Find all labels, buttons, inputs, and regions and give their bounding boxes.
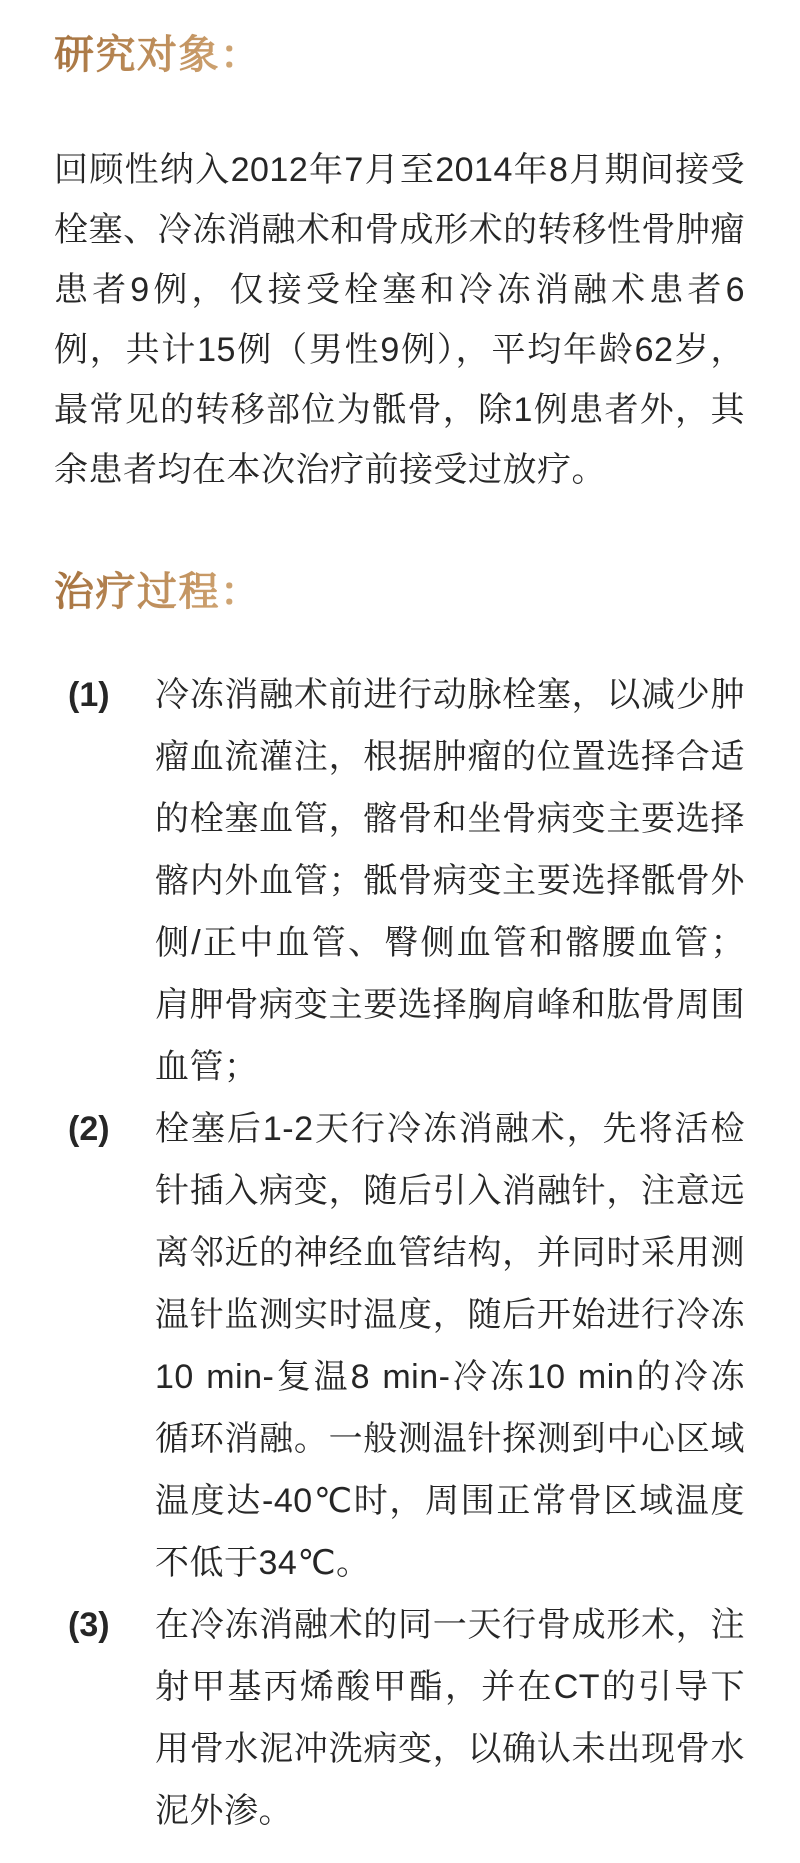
treatment-step-2 (54, 1098, 745, 1594)
research-subjects-paragraph: 回顾性纳入2012年7月至2014年8月期间接受栓塞、冷冻消融术和骨成形术的转移性骨肿瘤患者9例，仅接受栓塞和冷冻消融术患者6例，共计15例（男性9例），平均年龄62岁，最常见的转移部位为骶骨，除1例患者外，其余患者均在本次治疗前接受过放疗。 (54, 151, 745, 489)
treatment-process-heading: 治疗过程： (54, 569, 745, 615)
step-1-text: 冷冻消融术前进行动脉栓塞，以减少肿瘤血流灌注，根据肿瘤的位置选择合适的栓塞血管，髂骨和坐骨病变主要选择髂内外血管；骶骨病变主要选择骶骨外侧/正中血管、臀侧血管和髂腰血管；肩胛骨病变主要选择胸肩峰和肱骨周围血管； (155, 676, 745, 1086)
treatment-steps-list (54, 664, 745, 1842)
step-2-text: 栓塞后1-2天行冷冻消融术，先将活检针插入病变，随后引入消融针，注意远离邻近的神经血管结构，并同时采用测温针监测实时温度，随后开始进行冷冻10 min-复温8 min-冷冻10 min的冷冻循环消融。一般测温针探测到中心区域温度达-40℃时，周围正常骨区域温度不低于34℃。 (155, 1110, 745, 1582)
research-subjects-heading: 研究对象： (54, 32, 745, 78)
step-3-marker: (3) (68, 1606, 110, 1644)
step-3-text: 在冷冻消融术的同一天行骨成形术，注射甲基丙烯酸甲酯，并在CT的引导下用骨水泥冲洗病变，以确认未出现骨水泥外渗。 (155, 1606, 745, 1830)
step-1-marker: (1) (68, 676, 110, 714)
treatment-step-3 (54, 1594, 745, 1842)
section-research-subjects (54, 32, 745, 500)
step-2-marker: (2) (68, 1110, 110, 1148)
section-treatment-process (54, 569, 745, 1842)
treatment-step-1 (54, 664, 745, 1098)
